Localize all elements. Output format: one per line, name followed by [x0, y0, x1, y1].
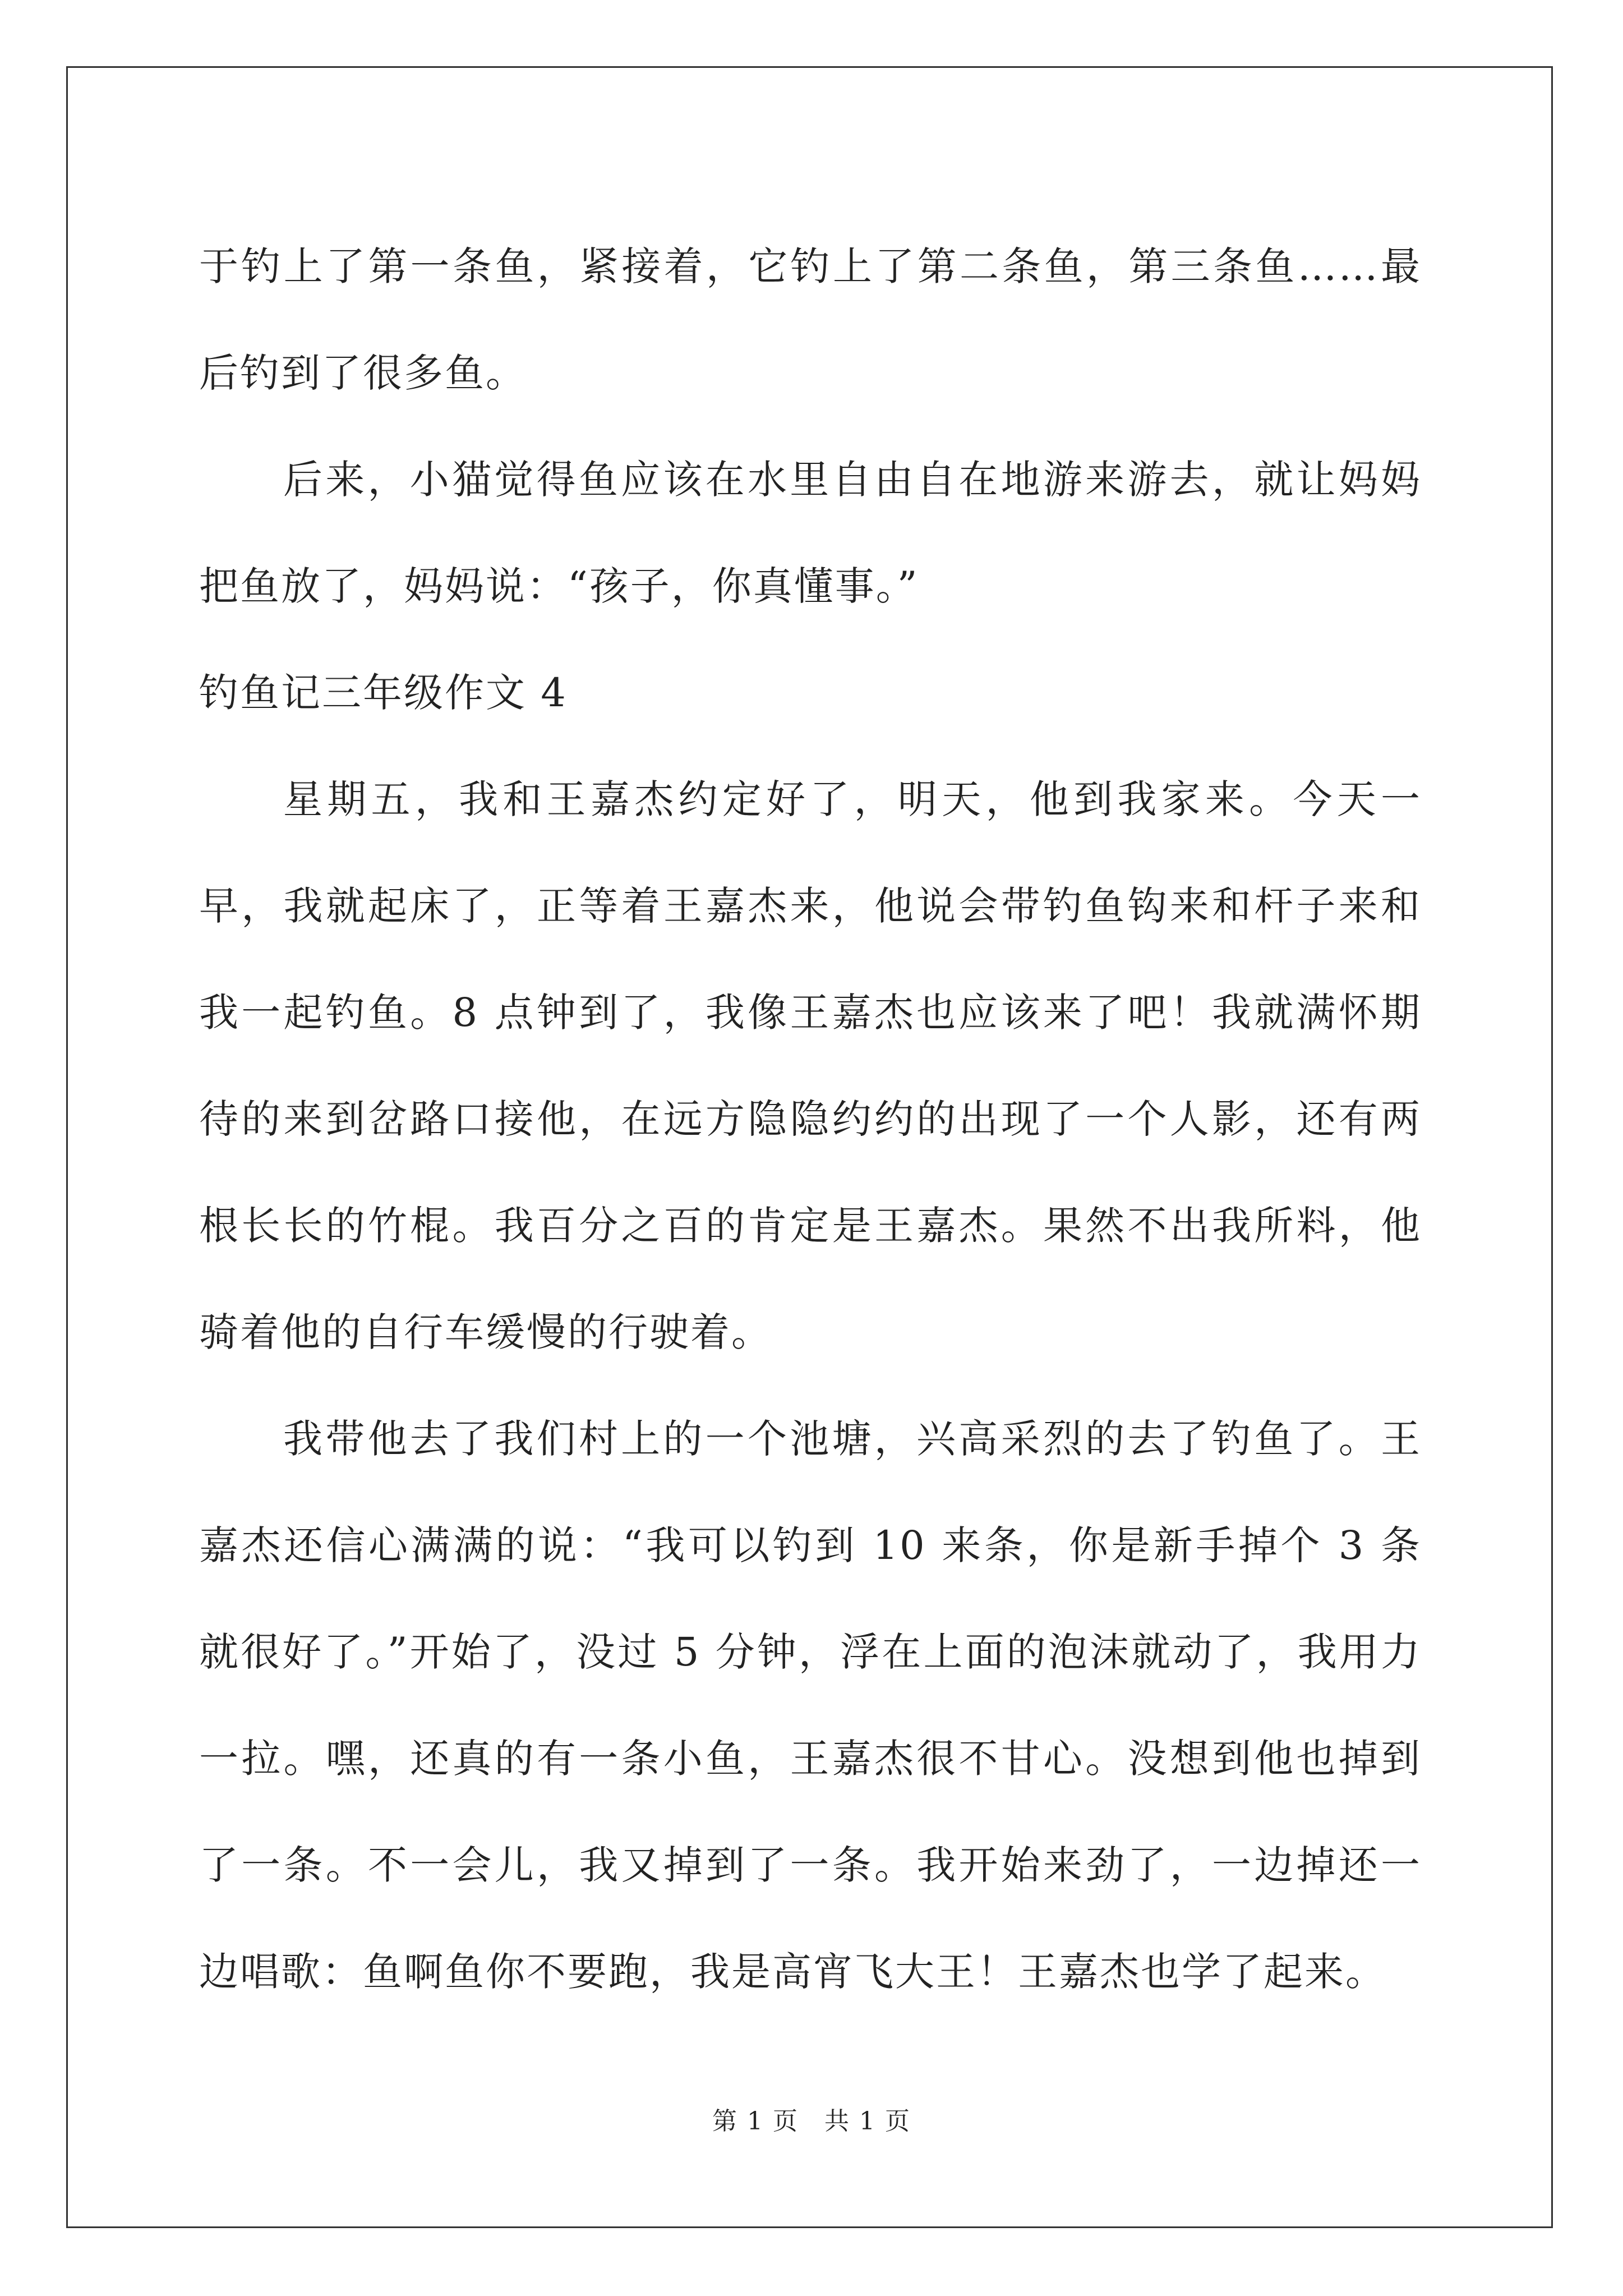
paragraph-continuation: 于钓上了第一条鱼，紧接着，它钓上了第二条鱼，第三条鱼……最后钓到了很多鱼。	[199, 243, 1422, 396]
paragraph-kitten-release: 后来，小猫觉得鱼应该在水里自由自在地游来游去，就让妈妈把鱼放了，妈妈说：“孩子，你真懂事。”	[199, 457, 1422, 609]
page-footer: 第 1 页 共 1 页	[712, 2107, 911, 2136]
document-body	[199, 213, 1422, 2025]
paragraph-pond-fishing: 我带他去了我们村上的一个池塘，兴高采烈的去了钓鱼了。王嘉杰还信心满满的说：“我可以钓到 10 来条，你是新手掉个 3 条就很好了。”开始了，没过 5 分钟，浮在上面的泡沫就动了，我用力一拉。嘿，还真的有一条小鱼，王嘉杰很不甘心。没想到他也掉到了一条。不一会儿，我又掉到了一条。我开始来劲了，一边掉还一边唱歌：鱼啊鱼你不要跑，我是高宵飞大王！王嘉杰也学了起来。	[199, 1416, 1422, 1995]
essay-title: 钓鱼记三年级作文 4	[199, 670, 568, 716]
paragraph-friday-plan: 星期五，我和王嘉杰约定好了，明天，他到我家来。今天一早，我就起床了，正等着王嘉杰来，他说会带钓鱼钩来和杆子来和我一起钓鱼。8 点钟到了，我像王嘉杰也应该来了吧！我就满怀期待的来到岔路口接他，在远方隐隐约约的出现了一个人影，还有两根长长的竹棍。我百分之百的肯定是王嘉杰。果然不出我所料，他骑着他的自行车缓慢的行驶着。	[199, 776, 1422, 1355]
